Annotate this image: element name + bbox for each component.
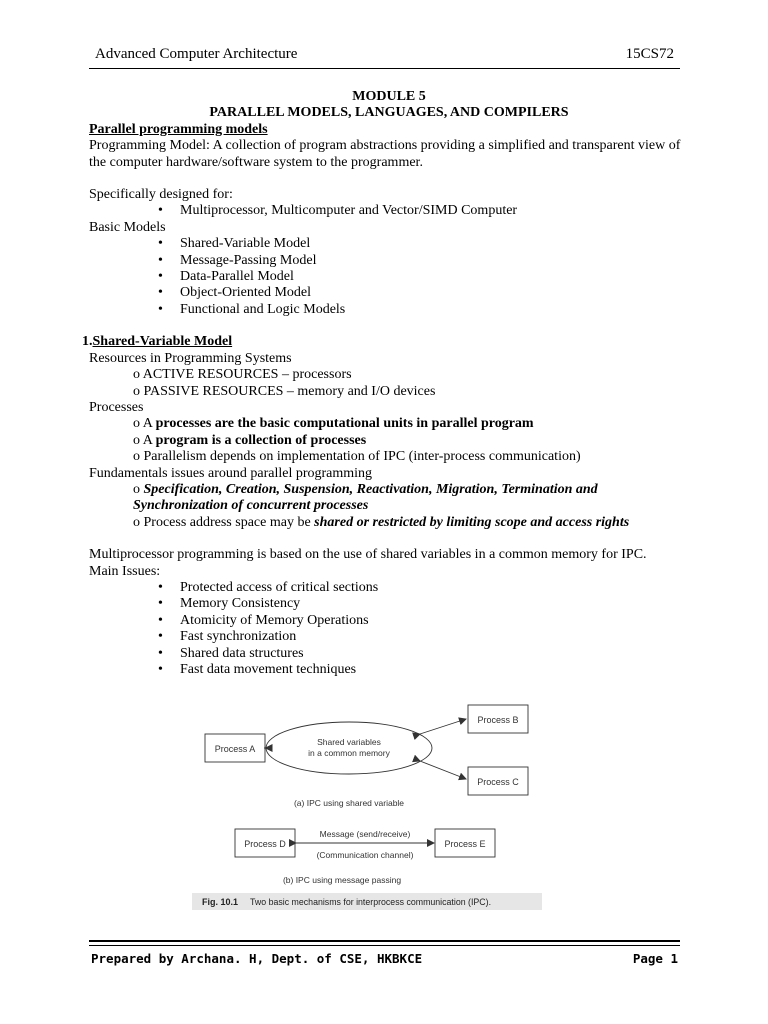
channel-label: (Communication channel) [316, 850, 414, 860]
fundamentals-label: Fundamentals issues around parallel programming [89, 465, 373, 481]
caption-a: (a) IPC using shared variable [293, 798, 405, 808]
ipc-figure [192, 695, 542, 915]
list-item: • Fast synchronization [89, 629, 689, 645]
prepared-by: Prepared by Archana. H, Dept. of CSE, HKBKCE [91, 951, 423, 966]
arrow-b [420, 719, 466, 734]
list-item: • Protected access of critical sections [89, 580, 689, 596]
module-number: MODULE 5 [352, 89, 426, 104]
process-b-label: Process B [477, 715, 519, 725]
list-item: • Functional and Logic Models [89, 302, 689, 318]
fundamentals-point-1: o Specification, Creation, Suspension, Reactivation, Migration, Termination and [133, 481, 598, 497]
fig-title: Two basic mechanisms for interprocess communication (IPC). [250, 897, 492, 907]
module-title: PARALLEL MODELS, LANGUAGES, AND COMPILERS [209, 105, 569, 121]
arrow-c [420, 761, 466, 779]
course-title: Advanced Computer Architecture [95, 46, 298, 62]
page-header [89, 46, 680, 69]
process-d-label: Process D [244, 839, 286, 849]
fig-number: Fig. 10.1 [202, 897, 239, 907]
shared-label-1: Shared variables [317, 737, 381, 747]
message-label: Message (send/receive) [319, 829, 411, 839]
process-point-2: o A program is a collection of processes [133, 432, 367, 448]
process-c-label: Process C [477, 777, 519, 787]
shared-label-2: in a common memory [308, 748, 390, 758]
list-item: • Multiprocessor, Multicomputer and Vector/SIMD Computer [89, 203, 689, 219]
process-point-1: o A processes are the basic computational units in parallel program [133, 416, 534, 432]
basic-models-label: Basic Models [89, 219, 166, 235]
section-heading-svm: 1.Shared-Variable Model [82, 334, 233, 350]
active-resources: o ACTIVE RESOURCES – processors [133, 367, 352, 383]
list-item: • Data-Parallel Model [89, 269, 689, 285]
list-item: • Shared data structures [89, 646, 689, 662]
list-item: • Shared-Variable Model [89, 236, 689, 252]
page-number: Page 1 [632, 951, 678, 966]
fundamentals-point-2: o Process address space may be shared or restricted by limiting scope and access rights [133, 514, 630, 530]
processes-label: Processes [89, 399, 144, 415]
caption-b: (b) IPC using message passing [282, 875, 402, 885]
course-code: 15CS72 [625, 46, 674, 62]
fundamentals-point-1-cont: Synchronization of concurrent processes [133, 498, 369, 514]
resources-label: Resources in Programming Systems [89, 350, 292, 366]
definition-paragraph: Programming Model: A collection of program abstractions providing a simplified and transparent view of the computer hardware/software system to the programmer. [89, 138, 681, 170]
list-item: • Message-Passing Model [89, 253, 689, 269]
list-item: • Memory Consistency [89, 596, 689, 612]
list-item: • Fast data movement techniques [89, 662, 689, 678]
passive-resources: o PASSIVE RESOURCES – memory and I/O devices [133, 383, 436, 399]
process-e-label: Process E [444, 839, 486, 849]
main-issues-label: Main Issues: [89, 563, 161, 579]
main-content [82, 89, 689, 678]
process-a-label: Process A [214, 744, 256, 754]
list-item: • Atomicity of Memory Operations [89, 613, 689, 629]
section-heading-ppm: Parallel programming models [89, 121, 268, 137]
multiprocessor-paragraph: Multiprocessor programming is based on the use of shared variables in a common memory for IPC. [89, 547, 647, 563]
page-footer [89, 940, 680, 966]
designed-for-label: Specifically designed for: [89, 187, 233, 203]
list-item: • Object-Oriented Model [89, 285, 689, 301]
process-point-3: o Parallelism depends on implementation of IPC (inter-process communication) [133, 449, 581, 465]
